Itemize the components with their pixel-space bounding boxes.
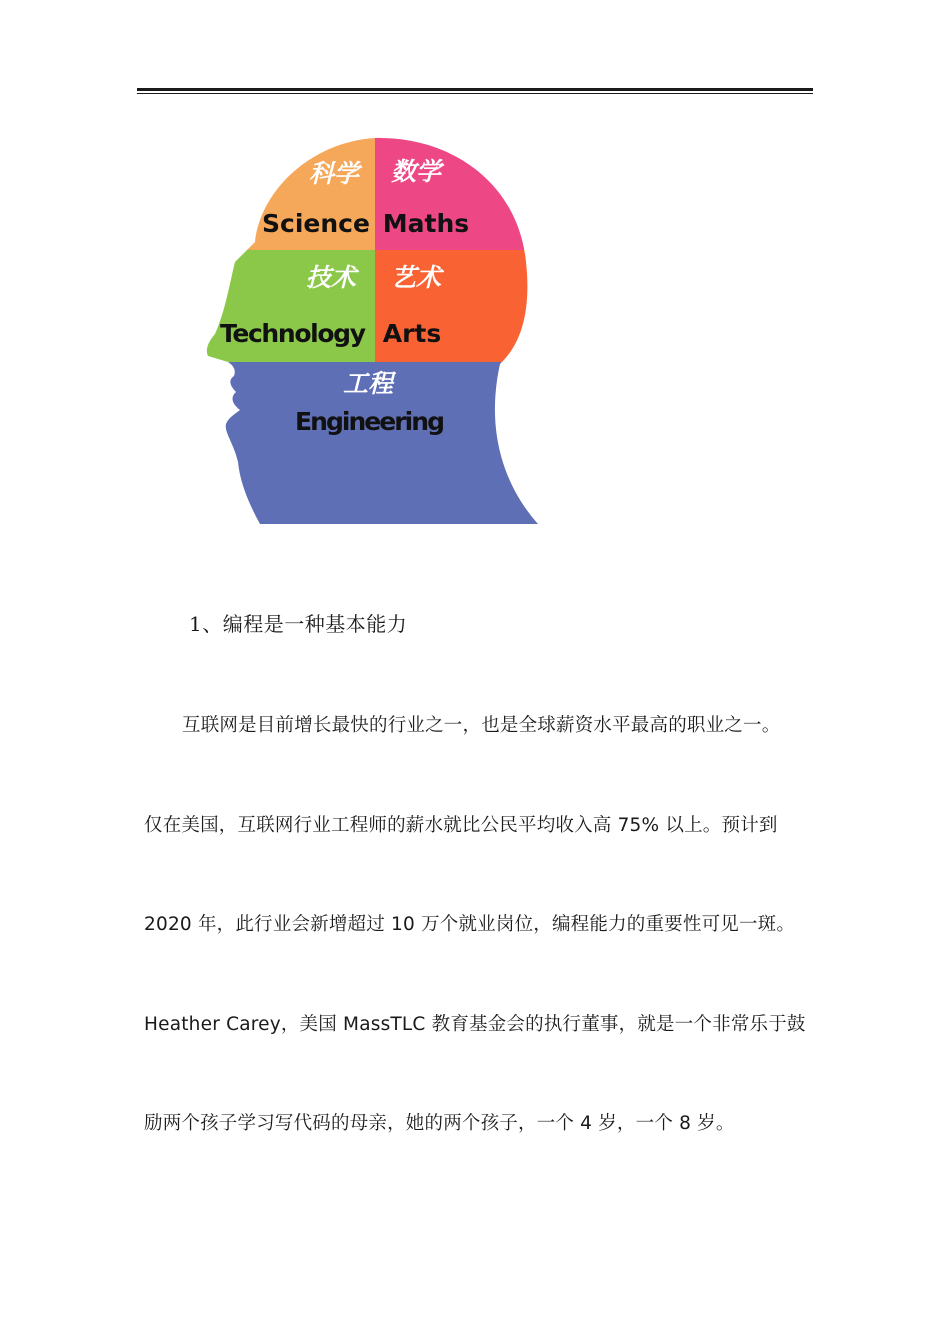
header-rule-thick [137,88,813,91]
paragraph-line-3: 2020 年，此行业会新增超过 10 万个就业岗位，编程能力的重要性可见一斑。 [144,914,796,935]
maths-en-label: Maths [382,209,470,238]
paragraph-line-5: 励两个孩子学习写代码的母亲，她的两个孩子，一个 4 岁，一个 8 岁。 [144,1113,735,1134]
paragraph-line-2: 仅在美国，互联网行业工程师的薪水就比公民平均收入高 75% 以上。预计到 [144,815,778,836]
science-en-label: Science [262,209,370,238]
stem-head-svg [200,132,545,527]
science-cn-label: 科学 [308,159,360,188]
stem-head-illustration [200,132,545,527]
arts-cn-label: 艺术 [390,263,442,292]
arts-en-label: Arts [382,319,442,348]
engineering-en-label: Engineering [295,407,445,436]
section-heading: 1、编程是一种基本能力 [189,612,408,636]
paragraph-line-4: Heather Carey，美国 MassTLC 教育基金会的执行董事，就是一个非常乐于鼓 [144,1014,806,1035]
engineering-cn-label: 工程 [342,369,394,398]
technology-cn-label: 技术 [305,263,357,292]
header-rule-thin [137,93,813,94]
paragraph-line-1: 互联网是目前增长最快的行业之一，也是全球薪资水平最高的职业之一。 [182,715,781,736]
technology-en-label: Technology [220,319,366,348]
maths-cn-label: 数学 [390,157,442,186]
